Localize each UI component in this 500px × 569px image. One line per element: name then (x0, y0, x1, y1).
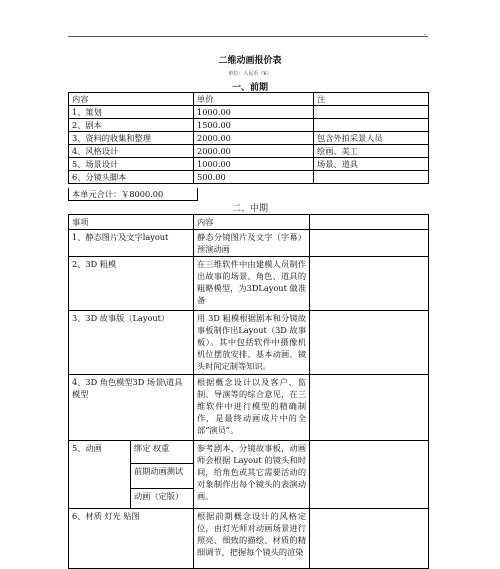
col-header: 内容 (69, 93, 194, 106)
cell: 1000.00 (194, 158, 314, 171)
table-row (69, 158, 429, 171)
production-table (68, 214, 429, 569)
blank-cell (310, 441, 429, 509)
currency-unit: 单位：人民币（¥） (228, 71, 272, 77)
sub-item-cell: 前期动画测试 (131, 464, 194, 489)
cell: 2000.00 (194, 132, 314, 145)
table-row (69, 119, 429, 132)
blank-cell (310, 311, 429, 375)
table-row (69, 171, 429, 184)
cell: 绘画、美工 (314, 145, 429, 158)
cell: 3、资料的收集和整理 (69, 132, 194, 145)
blank-cell (310, 257, 429, 311)
preproduction-table (68, 92, 429, 184)
cell: 1000.00 (194, 106, 314, 119)
table-row (69, 441, 429, 464)
content-cell: 静态分镜图片及文字（字幕）预演动画 (194, 230, 310, 257)
item-cell: 3、3D 故事版（Layout） (69, 311, 194, 375)
section1-total: 本单元合计：￥8000.00 (68, 188, 198, 201)
content-cell: 根据前期概念设计的风格定位，由灯光师对动画场景进行照亮、细致的描绘、材质的精细调节，把握每个镜头的渲染 (194, 509, 310, 569)
blank-cell (310, 509, 429, 569)
col-header: 单价 (194, 93, 314, 106)
cell (314, 106, 429, 119)
table-row (69, 311, 429, 375)
header-rule (68, 36, 428, 37)
cell: 包含外拍采景人员 (314, 132, 429, 145)
header-dot: - (423, 31, 426, 39)
table-row (69, 132, 429, 145)
content-cell: 用 3D 粗模根据剧本和分镜故事板制作出Layout（3D 故事板）。其中包括软件中摄像机机位摆放安排、基本动画、镜头时间定制等知识。 (194, 311, 310, 375)
table-row (69, 509, 429, 569)
item-cell: 2、3D 粗模 (69, 257, 194, 311)
cell: 4、风格设计 (69, 145, 194, 158)
page-title: 二维动画报价表 (218, 56, 282, 66)
content-cell: 参考剧本、分镜故事板，动画师会根据 Layout 的镜头和时间，给角色或其它需要活动的对象制作出每个镜头的表演动画。 (194, 441, 310, 509)
table-header-row (69, 93, 429, 106)
cell: 2、剧本 (69, 119, 194, 132)
table-row (69, 375, 429, 441)
table-row (69, 257, 429, 311)
table-row (69, 230, 429, 257)
cell: 2000.00 (194, 145, 314, 158)
cell: 5、场景设计 (69, 158, 194, 171)
col-header: 注 (314, 93, 429, 106)
item-cell: 6、材质 灯光 贴图 (69, 509, 194, 569)
content-cell: 根据概念设计以及客户、监制、导演等的综合意见，在三维软件中进行模型的精确制作，是最终动画成片中的全部“演员”。 (194, 375, 310, 441)
item-cell: 5、动画 (69, 441, 131, 509)
section2-heading: 二、中期 (231, 204, 268, 214)
table-header-row (69, 215, 429, 230)
blank-cell (310, 215, 429, 230)
item-cell: 1、静态图片及文字layout (69, 230, 194, 257)
col-header: 内容 (194, 215, 310, 230)
cell (314, 171, 429, 184)
sub-item-cell: 绑定 权重 (131, 441, 194, 464)
sub-item-cell: 动画（定版） (131, 489, 194, 509)
cell: 500.00 (194, 171, 314, 184)
item-cell: 4、3D 角色模型3D 场景\道具模型 (69, 375, 194, 441)
col-header: 事项 (69, 215, 194, 230)
blank-cell (310, 375, 429, 441)
content-cell: 在三维软件中由建模人员制作出故事的场景、角色、道具的粗略模型，为3DLayout 做准备 (194, 257, 310, 311)
blank-cell (310, 230, 429, 257)
cell: 场景、道具 (314, 158, 429, 171)
section1-heading: 一、前期 (231, 83, 268, 93)
table-row (69, 145, 429, 158)
cell (314, 119, 429, 132)
table-row (69, 106, 429, 119)
cell: 1500.00 (194, 119, 314, 132)
cell: 1、策划 (69, 106, 194, 119)
cell: 6、分镜头脚本 (69, 171, 194, 184)
